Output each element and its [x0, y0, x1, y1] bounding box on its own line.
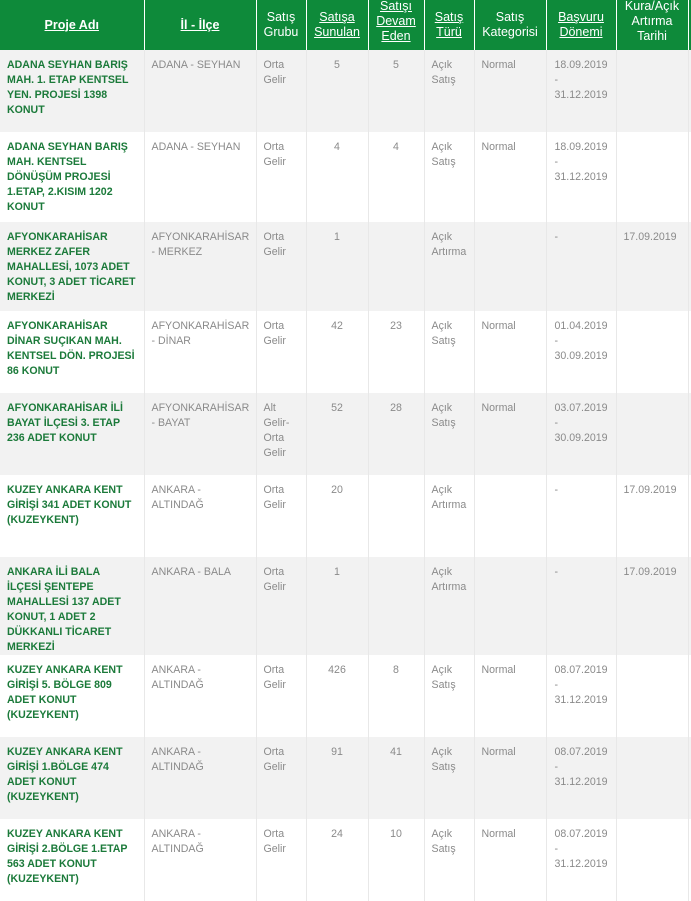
offered-count-cell: 5 [306, 50, 368, 132]
sale-category-cell [474, 557, 546, 655]
ongoing-count-cell: 5 [368, 50, 424, 132]
location-cell: ANKARA - BALA [144, 557, 256, 655]
lottery-date-cell: 17.09.2019 [616, 557, 688, 655]
sales-group-cell: Orta Gelir [256, 655, 306, 737]
sales-group-cell: Orta Gelir [256, 132, 306, 222]
sale-type-cell: Açık Satış [424, 311, 474, 393]
sale-category-cell: Normal [474, 819, 546, 901]
location-cell: ANKARA - ALTINDAĞ [144, 475, 256, 557]
sale-type-cell: Açık Artırma [424, 475, 474, 557]
lottery-date-cell [616, 50, 688, 132]
ongoing-count-cell [368, 475, 424, 557]
lottery-date-cell [616, 819, 688, 901]
sale-type-cell: Açık Satış [424, 132, 474, 222]
sort-link-basvuru-donemi[interactable]: Başvuru Dönemi [558, 10, 604, 39]
table-row [0, 50, 691, 132]
location-cell: AFYONKARAHİSAR - BAYAT [144, 393, 256, 475]
sales-group-cell: Orta Gelir [256, 475, 306, 557]
sort-link-il-ilce[interactable]: İl - İlçe [180, 17, 220, 32]
offered-count-cell: 1 [306, 557, 368, 655]
lottery-date-cell [616, 737, 688, 819]
sales-group-cell: Orta Gelir [256, 222, 306, 311]
application-period-cell: 18.09.2019 - 31.12.2019 [546, 50, 616, 132]
project-name-cell[interactable]: KUZEY ANKARA KENT GİRİŞİ 1.BÖLGE 474 ADET KONUT (KUZEYKENT) [0, 737, 144, 819]
table-row [0, 311, 691, 393]
sale-type-cell: Açık Satış [424, 393, 474, 475]
application-period-cell: - [546, 557, 616, 655]
location-cell: ANKARA - ALTINDAĞ [144, 737, 256, 819]
sale-type-cell: Açık Artırma [424, 557, 474, 655]
ongoing-count-cell: 41 [368, 737, 424, 819]
project-name-cell[interactable]: AFYONKARAHİSAR İLİ BAYAT İLÇESİ 3. ETAP 236 ADET KONUT [0, 393, 144, 475]
table-row [0, 737, 691, 819]
sales-group-cell: Orta Gelir [256, 737, 306, 819]
application-period-cell: 08.07.2019 - 31.12.2019 [546, 655, 616, 737]
sales-group-cell: Orta Gelir [256, 311, 306, 393]
application-period-cell: 03.07.2019 - 30.09.2019 [546, 393, 616, 475]
table-header-row [0, 0, 691, 50]
sale-category-cell [474, 475, 546, 557]
project-name-cell[interactable]: AFYONKARAHİSAR DİNAR SUÇIKAN MAH. KENTSEL DÖN. PROJESİ 86 KONUT [0, 311, 144, 393]
sale-category-cell: Normal [474, 311, 546, 393]
sale-type-cell: Açık Satış [424, 819, 474, 901]
lottery-date-cell [616, 132, 688, 222]
ongoing-count-cell: 28 [368, 393, 424, 475]
lottery-date-cell [616, 655, 688, 737]
application-period-cell: 08.07.2019 - 31.12.2019 [546, 737, 616, 819]
ongoing-count-cell [368, 222, 424, 311]
lottery-date-cell [616, 393, 688, 475]
sales-group-cell: Orta Gelir [256, 557, 306, 655]
sale-category-cell [474, 222, 546, 311]
sale-type-cell: Açık Artırma [424, 222, 474, 311]
application-period-cell: - [546, 222, 616, 311]
header-satis-kategorisi: Satış Kategorisi [474, 0, 546, 50]
offered-count-cell: 24 [306, 819, 368, 901]
ongoing-count-cell: 8 [368, 655, 424, 737]
location-cell: ANKARA - ALTINDAĞ [144, 819, 256, 901]
project-name-cell[interactable]: ADANA SEYHAN BARIŞ MAH. KENTSEL DÖNÜŞÜM PROJESİ 1.ETAP, 2.KISIM 1202 KONUT [0, 132, 144, 222]
sales-group-cell: Orta Gelir [256, 819, 306, 901]
project-name-cell[interactable]: KUZEY ANKARA KENT GİRİŞİ 2.BÖLGE 1.ETAP 563 ADET KONUT (KUZEYKENT) [0, 819, 144, 901]
sort-link-proje-adi[interactable]: Proje Adı [44, 17, 99, 32]
offered-count-cell: 52 [306, 393, 368, 475]
sale-category-cell: Normal [474, 132, 546, 222]
project-name-cell[interactable]: ANKARA İLİ BALA İLÇESİ ŞENTEPE MAHALLESİ 137 ADET KONUT, 1 ADET 2 DÜKKANLI TİCARET MERKEZİ [0, 557, 144, 655]
offered-count-cell: 1 [306, 222, 368, 311]
ongoing-count-cell: 10 [368, 819, 424, 901]
location-cell: ADANA - SEYHAN [144, 132, 256, 222]
header-kura-tarihi-label: Kura/Açık Artırma Tarihi [624, 0, 680, 43]
application-period-cell: - [546, 475, 616, 557]
table-row [0, 557, 691, 655]
offered-count-cell: 426 [306, 655, 368, 737]
project-name-cell[interactable]: KUZEY ANKARA KENT GİRİŞİ 5. BÖLGE 809 ADET KONUT (KUZEYKENT) [0, 655, 144, 737]
sale-type-cell: Açık Satış [424, 655, 474, 737]
location-cell: ADANA - SEYHAN [144, 50, 256, 132]
location-cell: AFYONKARAHİSAR - DİNAR [144, 311, 256, 393]
offered-count-cell: 91 [306, 737, 368, 819]
ongoing-count-cell: 23 [368, 311, 424, 393]
table-row [0, 132, 691, 222]
sale-type-cell: Açık Satış [424, 50, 474, 132]
offered-count-cell: 20 [306, 475, 368, 557]
header-satisa-sunulan[interactable] [306, 0, 368, 50]
table-row [0, 819, 691, 901]
lottery-date-cell: 17.09.2019 [616, 475, 688, 557]
header-kura-tarihi [616, 0, 688, 50]
offered-count-cell: 4 [306, 132, 368, 222]
lottery-date-cell [616, 311, 688, 393]
header-satisi-devam-eden[interactable] [368, 0, 424, 50]
sale-category-cell: Normal [474, 393, 546, 475]
lottery-date-cell: 17.09.2019 [616, 222, 688, 311]
project-name-cell[interactable]: ADANA SEYHAN BARIŞ MAH. 1. ETAP KENTSEL YEN. PROJESİ 1398 KONUT [0, 50, 144, 132]
sort-link-satisi-devam-eden[interactable]: Satışı Devam Eden [376, 0, 416, 43]
sale-category-cell: Normal [474, 737, 546, 819]
table-row [0, 475, 691, 557]
project-name-cell[interactable]: AFYONKARAHİSAR MERKEZ ZAFER MAHALLESİ, 1073 ADET KONUT, 3 ADET TİCARET MERKEZİ [0, 222, 144, 311]
location-cell: AFYONKARAHİSAR - MERKEZ [144, 222, 256, 311]
sales-group-cell: Alt Gelir-Orta Gelir [256, 393, 306, 475]
ongoing-count-cell [368, 557, 424, 655]
ongoing-count-cell: 4 [368, 132, 424, 222]
application-period-cell: 08.07.2019 - 31.12.2019 [546, 819, 616, 901]
header-basvuru-donemi[interactable] [546, 0, 616, 50]
project-name-cell[interactable]: KUZEY ANKARA KENT GİRİŞİ 341 ADET KONUT (KUZEYKENT) [0, 475, 144, 557]
application-period-cell: 01.04.2019 - 30.09.2019 [546, 311, 616, 393]
application-period-cell: 18.09.2019 - 31.12.2019 [546, 132, 616, 222]
header-il-ilce[interactable] [144, 0, 256, 50]
location-cell: ANKARA - ALTINDAĞ [144, 655, 256, 737]
header-satis-grubu: Satış Grubu [256, 0, 306, 50]
sale-category-cell: Normal [474, 50, 546, 132]
table-row [0, 393, 691, 475]
sales-group-cell: Orta Gelir [256, 50, 306, 132]
table-row [0, 655, 691, 737]
table-row [0, 222, 691, 311]
header-satis-turu[interactable] [424, 0, 474, 50]
offered-count-cell: 42 [306, 311, 368, 393]
sale-category-cell: Normal [474, 655, 546, 737]
header-proje-adi[interactable] [0, 0, 144, 50]
sale-type-cell: Açık Satış [424, 737, 474, 819]
sort-link-satisa-sunulan[interactable]: Satışa Sunulan [314, 10, 360, 39]
sort-link-satis-turu[interactable]: Satış Türü [434, 10, 464, 39]
